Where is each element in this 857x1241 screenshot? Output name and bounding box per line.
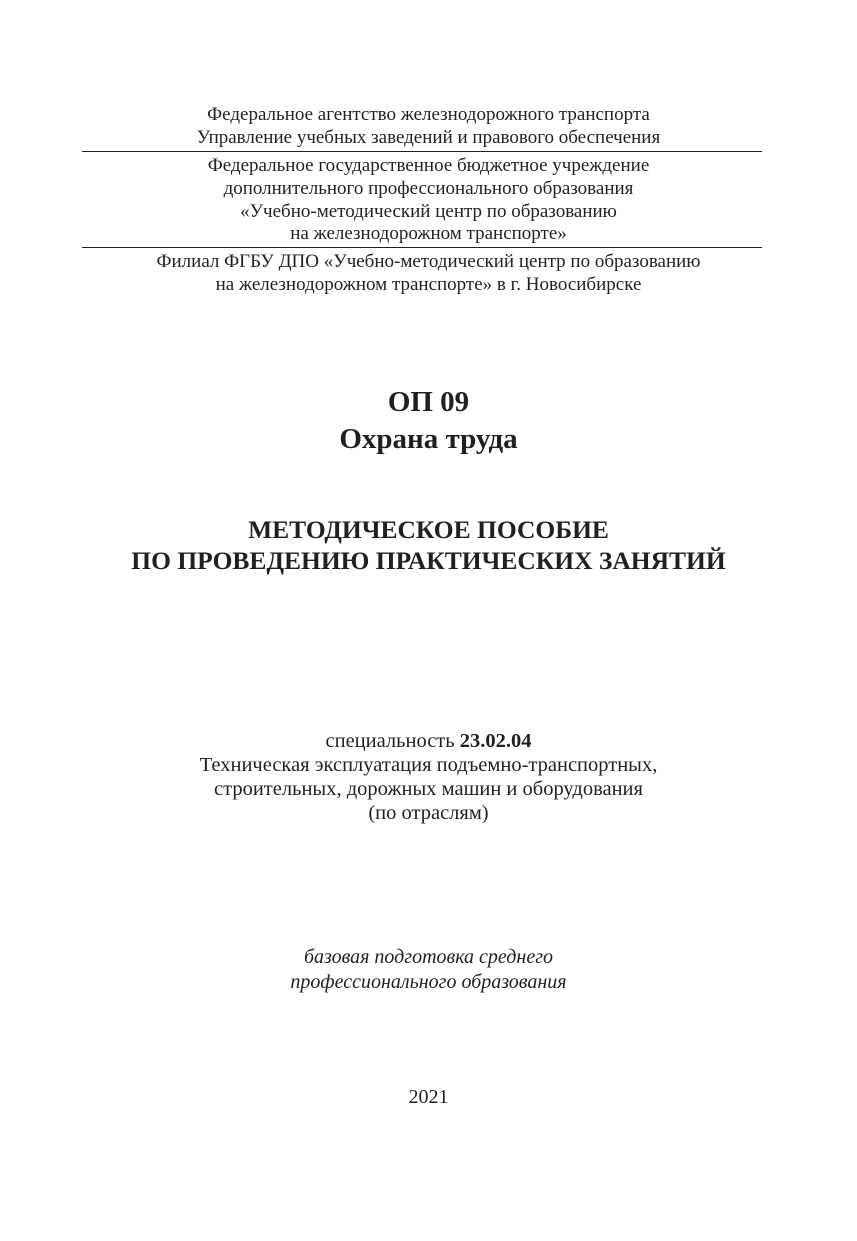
- level-line-1: базовая подготовка среднего: [303, 946, 554, 968]
- level-line-2: профессионального образования: [290, 971, 567, 993]
- specialty-line-3: (по отраслям): [368, 802, 489, 824]
- institution-line-3: «Учебно-методический центр по образованию: [240, 201, 617, 222]
- specialty-heading: [0, 730, 857, 753]
- branch-line-1: Филиал ФГБУ ДПО «Учебно-методический центр по образованию: [156, 251, 701, 272]
- header-divider-2: [82, 247, 762, 248]
- branch-line-2: на железнодорожном транспорте» в г. Новосибирске: [215, 274, 642, 295]
- agency-line-2: Управление учебных заведений и правового обеспечения: [196, 127, 661, 148]
- specialty-line-1: Техническая эксплуатация подъемно-транспортных,: [199, 754, 658, 776]
- header-divider-1: [82, 151, 762, 152]
- agency-line-1: Федеральное агентство железнодорожного транспорта: [207, 104, 650, 125]
- institution-line-2: дополнительного профессионального образования: [223, 178, 634, 199]
- publication-year: 2021: [408, 1086, 449, 1108]
- specialty-code: 23.02.04: [459, 730, 532, 752]
- discipline-code: ОП 09: [387, 386, 470, 418]
- document-type-line-1: МЕТОДИЧЕСКОЕ ПОСОБИЕ: [248, 515, 609, 544]
- specialty-label: специальность: [325, 730, 460, 752]
- specialty-line-2: строительных, дорожных машин и оборудования: [214, 778, 643, 800]
- institution-line-1: Федеральное государственное бюджетное учреждение: [207, 155, 650, 176]
- institution-line-4: на железнодорожном транспорте»: [290, 223, 567, 244]
- discipline-name: Охрана труда: [339, 423, 518, 455]
- document-type-line-2: ПО ПРОВЕДЕНИЮ ПРАКТИЧЕСКИХ ЗАНЯТИЙ: [131, 546, 726, 575]
